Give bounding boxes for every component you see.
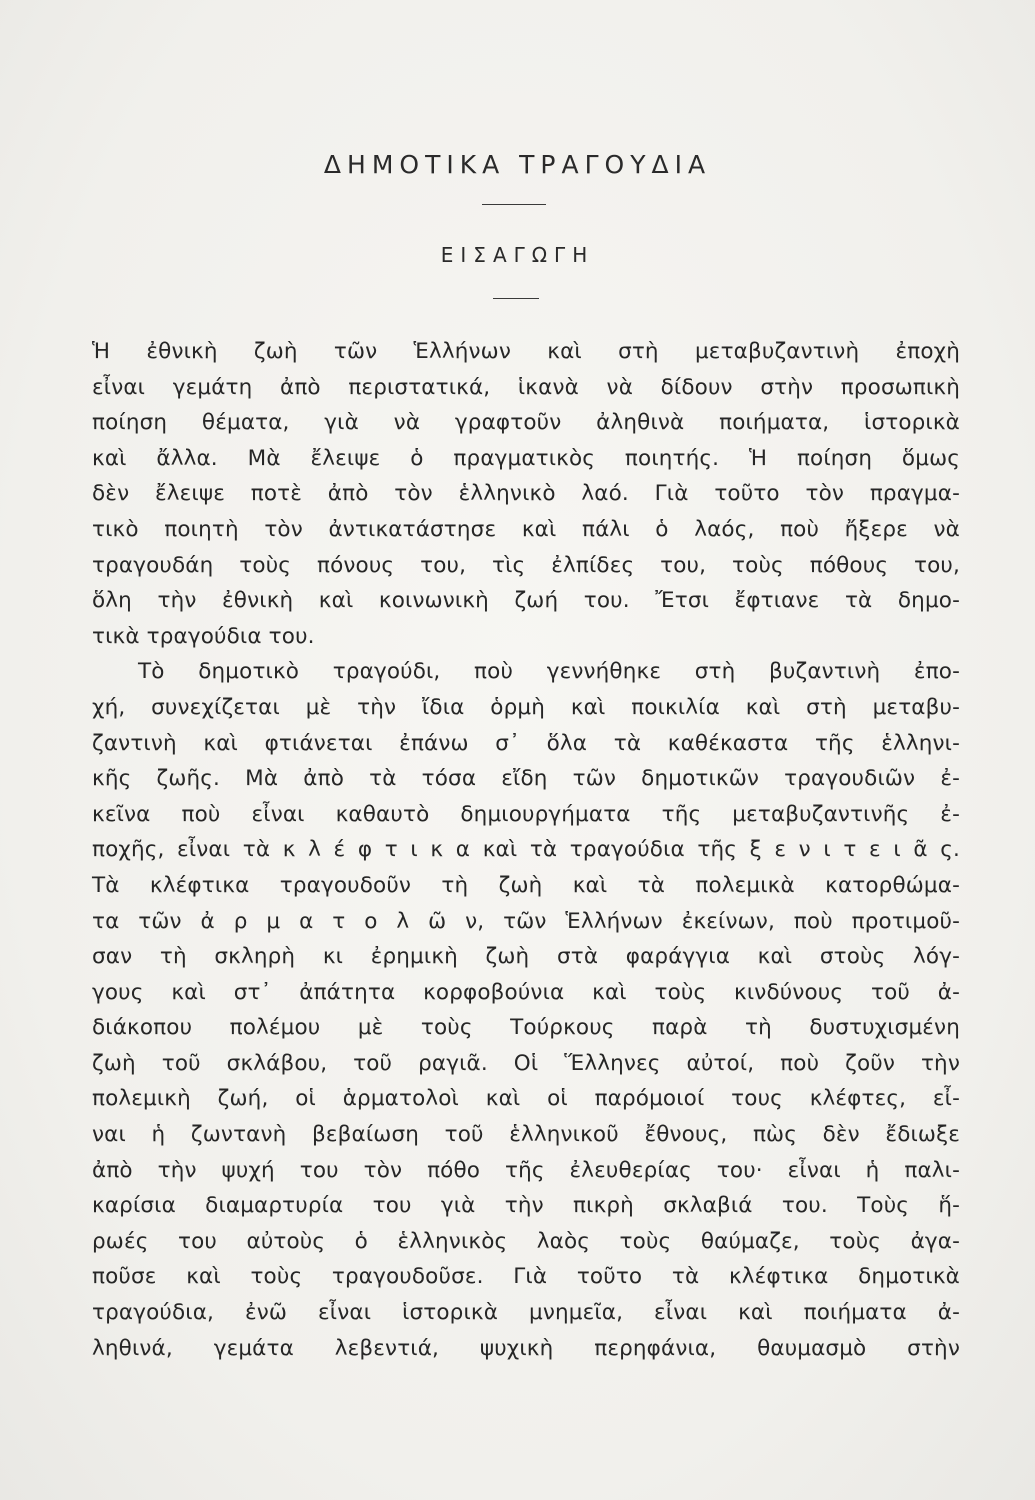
text-line: διάκοπου πολέμου μὲ τοὺς Τούρκους παρὰ τὴ δυστυχισμένη bbox=[92, 1015, 960, 1041]
body-text bbox=[92, 334, 960, 1366]
text-line: κεῖνα ποὺ εἶναι καθαυτὸ δημιουργήματα τῆς μεταβυζαντινῆς ἐ- bbox=[92, 801, 960, 827]
text-line: πολεμικὴ ζωή, οἱ ἁρματολοὶ καὶ οἱ παρόμοιοί τους κλέφτες, εἶ- bbox=[92, 1086, 960, 1112]
text-line: Τὰ κλέφτικα τραγουδοῦν τὴ ζωὴ καὶ τὰ πολεμικὰ κατορθώμα- bbox=[92, 872, 960, 898]
subtitle-divider bbox=[493, 298, 539, 299]
text-line: ποίηση θέματα, γιὰ νὰ γραφτοῦν ἀληθινὰ ποιήματα, ἱστορικὰ bbox=[92, 410, 960, 436]
text-line: κῆς ζωῆς. Μὰ ἀπὸ τὰ τόσα εἴδη τῶν δημοτικῶν τραγουδιῶν ἐ- bbox=[92, 766, 960, 792]
text-line: ποῦσε καὶ τοὺς τραγουδοῦσε. Γιὰ τοῦτο τὰ κλέφτικα δημοτικὰ bbox=[92, 1264, 960, 1290]
text-line: ἀπὸ τὴν ψυχή του τὸν πόθο τῆς ἐλευθερίας του· εἶναι ἡ παλι- bbox=[92, 1157, 960, 1183]
text-line: γους καὶ στ᾽ ἀπάτητα κορφοβούνια καὶ τοὺς κινδύνους τοῦ ἀ- bbox=[92, 979, 960, 1005]
text-line: τικὸ ποιητὴ τὸν ἀντικατάστησε καὶ πάλι ὁ λαός, ποὺ ἤξερε νὰ bbox=[92, 516, 960, 542]
text-line: ρωές του αὐτοὺς ὁ ἑλληνικὸς λαὸς τοὺς θαύμαζε, τοὺς ἀγα- bbox=[92, 1228, 960, 1254]
text-line: Ἡ ἐθνικὴ ζωὴ τῶν Ἑλλήνων καὶ στὴ μεταβυζαντινὴ ἐποχὴ bbox=[92, 339, 960, 364]
text-line: ὅλη τὴν ἐθνικὴ καὶ κοινωνικὴ ζωή του. Ἔτσι ἔφτιανε τὰ δημο- bbox=[92, 588, 960, 614]
text-line: τραγουδάη τοὺς πόνους του, τὶς ἐλπίδες του, τοὺς πόθους του, bbox=[92, 552, 960, 578]
text-line: χή, συνεχίζεται μὲ τὴν ἴδια ὁρμὴ καὶ ποικιλία καὶ στὴ μεταβυ- bbox=[92, 694, 960, 720]
text-line: ληθινά, γεμάτα λεβεντιά, ψυχικὴ περηφάνια, θαυμασμὸ στὴν bbox=[92, 1335, 960, 1361]
text-line: ζαντινὴ καὶ φτιάνεται ἐπάνω σ᾽ ὅλα τὰ καθέκαστα τῆς ἑλληνι- bbox=[92, 730, 960, 756]
title-divider bbox=[482, 204, 546, 205]
page-title: ΔΗΜΟΤΙΚΑ ΤΡΑΓΟΥΔΙΑ bbox=[323, 150, 712, 179]
text-line: τικὰ τραγούδια του. bbox=[92, 623, 315, 649]
text-line: εἶναι γεμάτη ἀπὸ περιστατικά, ἱκανὰ νὰ δίδουν στὴν προσωπικὴ bbox=[92, 374, 960, 400]
text-line: καρίσια διαμαρτυρία του γιὰ τὴν πικρὴ σκλαβιά του. Τοὺς ἥ- bbox=[92, 1193, 960, 1219]
text-line: ποχῆς, εἶναι τὰ κ λ έ φ τ ι κ α καὶ τὰ τραγούδια τῆς ξ ε ν ι τ ε ι ᾶ ς. bbox=[92, 837, 960, 863]
text-line: τα τῶν ἀ ρ μ α τ ο λ ῶ ν, τῶν Ἑλλήνων ἐκείνων, ποὺ προτιμοῦ- bbox=[92, 908, 960, 934]
text-line: σαν τὴ σκληρὴ κι ἐρημικὴ ζωὴ στὰ φαράγγια καὶ στοὺς λόγ- bbox=[92, 944, 960, 970]
text-line: ζωὴ τοῦ σκλάβου, τοῦ ραγιᾶ. Οἱ Ἕλληνες αὐτοί, ποὺ ζοῦν τὴν bbox=[92, 1050, 960, 1076]
text-line: καὶ ἄλλα. Μὰ ἔλειψε ὁ πραγματικὸς ποιητής. Ἡ ποίηση ὅμως bbox=[92, 445, 960, 471]
text-line: Τὸ δημοτικὸ τραγούδι, ποὺ γεννήθηκε στὴ βυζαντινὴ ἐπο- bbox=[138, 659, 960, 685]
text-line: δὲν ἔλειψε ποτὲ ἀπὸ τὸν ἑλληνικὸ λαό. Γιὰ τοῦτο τὸν πραγμα- bbox=[92, 481, 960, 507]
text-line: ναι ἡ ζωντανὴ βεβαίωση τοῦ ἑλληνικοῦ ἔθνους, πὼς δὲν ἔδιωξε bbox=[92, 1122, 960, 1148]
section-subtitle: ΕΙΣΑΓΩΓΗ bbox=[440, 243, 595, 267]
text-line: τραγούδια, ἐνῶ εἶναι ἱστορικὰ μνημεῖα, εἶναι καὶ ποιήματα ἀ- bbox=[92, 1300, 960, 1326]
